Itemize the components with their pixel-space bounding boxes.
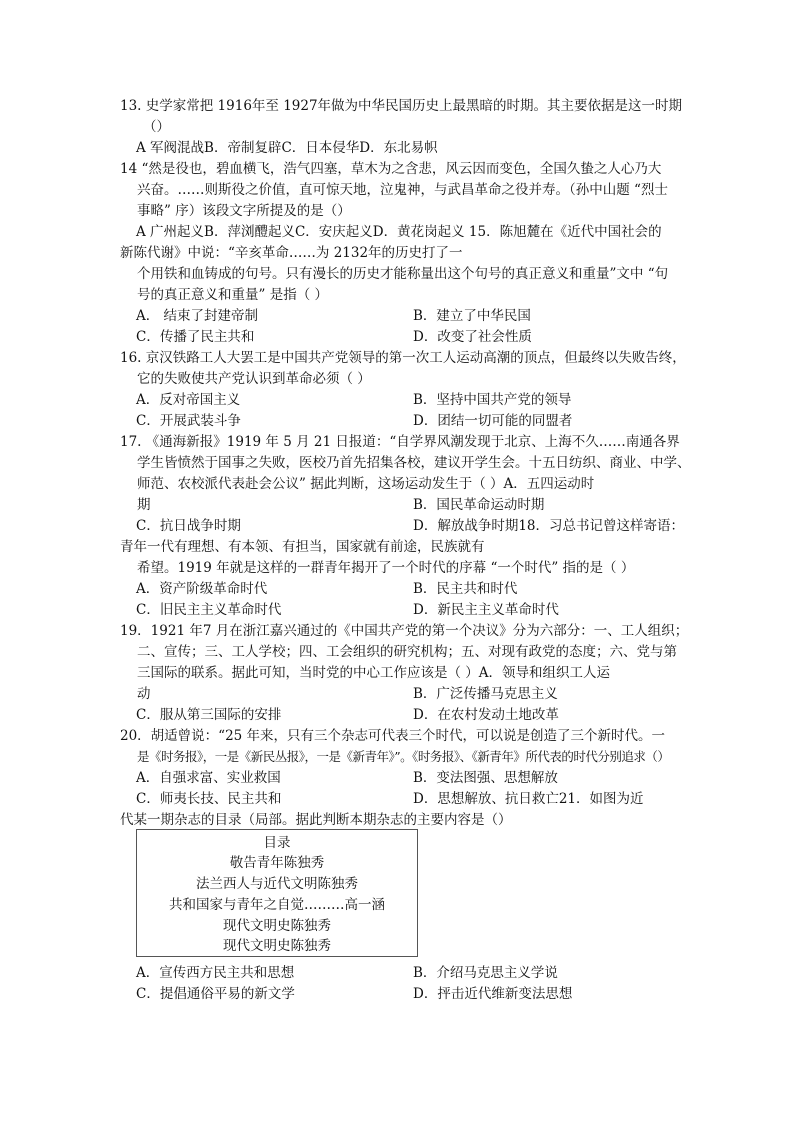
q19-option-c: C．服从第三国际的安排 [136,707,282,723]
q17-stem-line2: 学生皆愤然于国事之失败，医校乃首先招集各校，建议开学生会。十五日纺织、商业、中学、 [137,455,691,471]
toc-item: 敬告青年陈独秀 [229,855,325,871]
q16-stem-line1: 16. 京汉铁路工人大罢工是中国共产党领导的第一次工人运动高潮的顶点，但最终以失败告终， [120,350,686,366]
toc-item: 法兰西人与近代文明陈独秀 [196,876,358,892]
q19-stem-line2: 二、宣传；三、工人学校；四、工会组织的研究机构；五、对现有政党的态度；六、党与第 [137,644,677,660]
q20-stem-line1: 20．胡适曾说：“25 年来，只有三个杂志可代表三个时代，可以说是创造了三个新时代。一 [120,728,666,744]
q18-option-c: C．旧民主主义革命时代 [136,602,282,618]
q21-option-c: C．提倡通俗平易的新文学 [136,986,295,1002]
q19-stem-line1: 19．1921 年7 月在浙江嘉兴通过的《中国共产党的第一个决议》分为六部分：一、工人组织； [120,623,689,639]
q20-option-a: A．自强求富、实业救国 [136,770,281,786]
q15-option-d: D．改变了社会性质 [413,329,532,345]
q21-stem-line1: 代某一期杂志的目录（局部。据此判断本期杂志的主要内容是（） [120,812,512,828]
q20-option-d: D．思想解放、抗日救亡21．如图为近 [413,791,644,807]
q15-stem-line1: 新陈代谢》中说：“辛亥革命……为 2132年的历史打了一 [120,245,463,261]
q21-option-d: D．抨击近代维新变法思想 [413,986,573,1002]
q13-stem-line2: （） [143,119,170,135]
toc-item: 共和国家与青年之自觉………高一涵 [169,897,385,913]
q21-option-b: B．介绍马克思主义学说 [413,965,558,981]
magazine-toc-box [136,829,418,957]
q16-option-d: D．团结一切可能的同盟者 [413,413,573,429]
q14-options: A 广州起义B．萍浏醴起义C．安庆起义D．黄花岗起义 15．陈旭麓在《近代中国社会的 [136,224,662,240]
q13-options: A 军阀混战B．帝制复辟C．日本侵华D．东北易帜 [136,140,438,156]
q15-stem-line3: 号的真正意义和重量” 是指（ ） [137,287,328,303]
toc-item: 现代文明史陈独秀 [223,938,331,954]
q15-option-b: B．建立了中华民国 [413,308,531,324]
q20-option-b: B．变法图强、思想解放 [413,770,558,786]
q19-option-a-end: 动 [137,686,151,702]
q19-stem-line3: 三国际的联系。据此可知，当时党的中心工作应该是（ ）A．领导和组织工人运 [137,665,611,681]
q17-option-a-end: 期 [137,497,151,513]
q19-option-d: D．在农村发动土地改革 [413,707,559,723]
toc-title: 目录 [263,835,291,851]
q18-option-d: D．新民主主义革命时代 [413,602,559,618]
q17-stem-line3: 师范、农校派代表赴会公议” 据此判断，这场运动发生于（ ）A．五四运动时 [137,476,595,492]
q17-option-d: D．解放战争时期18．习总书记曾这样寄语： [413,518,685,534]
q21-option-a: A．宣传西方民主共和思想 [136,965,295,981]
toc-item: 现代文明史陈独秀 [223,918,331,934]
q18-stem-line1: 希望。1919 年就是这样的一群青年揭开了一个时代的序幕 “一个时代” 指的是（ ） [137,560,635,576]
q14-stem-line3: 事略” 序）该段文字所提及的是（） [137,203,351,219]
q17-stem-line1: 17. 《通海新报》1919 年 5 月 21 日报道：“自学界风潮发现于北京、上海不久……南通各界 [120,434,680,450]
q16-option-b: B．坚持中国共产党的领导 [413,392,572,408]
q16-option-a: A．反对帝国主义 [136,392,241,408]
q20-stem-line2: 是《时务报》，一是《新民丛报》，一是《新青年》”。《时务报》、《新青年》所代表的时代分别追求（） [137,749,670,764]
q14-stem-line1: 14 “然是役也，碧血横飞，浩气四塞，草木为之含悲，风云因而变色，全国久蛰之人心乃大 [120,161,662,177]
q18-option-b: B．民主共和时代 [413,581,518,597]
q15-option-a: A． 结束了封建帝制 [136,308,259,324]
q15-stem-line2: 个用铁和血铸成的句号。只有漫长的历史才能称量出这个句号的真正意义和重量”文中 “句 [137,266,669,282]
q16-stem-line2: 它的失败使共产党认识到革命必须（ ） [137,371,371,387]
q13-stem-line1: 13. 史学家常把 1916年至 1927年做为中华民国历史上最黑暗的时期。其主要依据是这一时期 [120,98,683,114]
q17-option-c: C．抗日战争时期 [136,518,241,534]
q15-option-c: C．传播了民主共和 [136,329,255,345]
q18-option-a: A．资产阶级革命时代 [136,581,268,597]
q14-stem-line2: 兴奋。……则斯役之价值，直可惊天地，泣鬼神，与武昌革命之役并寿。（孙中山题 “烈士 [137,182,668,198]
q20-option-c: C．师夷长技、民主共和 [136,791,282,807]
q16-option-c: C．开展武装斗争 [136,413,241,429]
q17-option-b: B．国民革命运动时期 [413,497,545,513]
q18-stem-line0: 青年一代有理想、有本领、有担当，国家就有前途，民族就有 [120,539,485,555]
q19-option-b: B．广泛传播马克思主义 [413,686,558,702]
